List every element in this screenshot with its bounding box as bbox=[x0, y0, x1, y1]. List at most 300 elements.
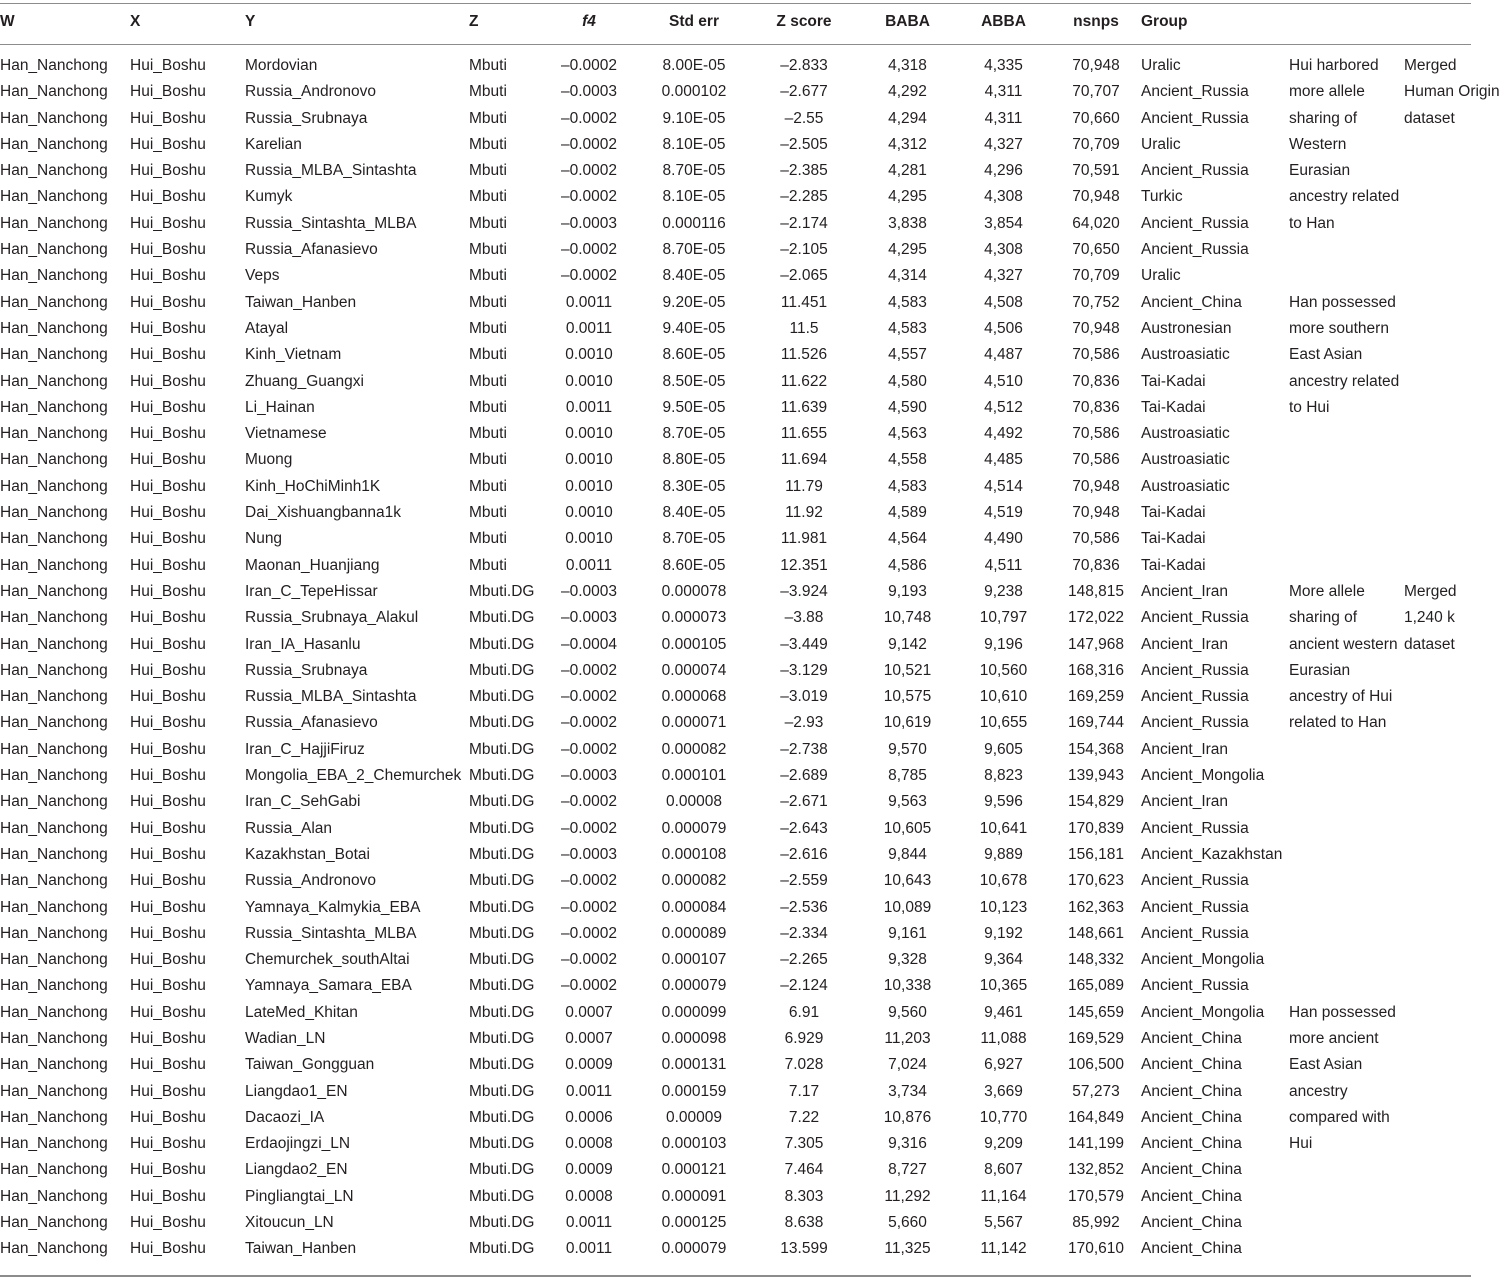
cell-y: Kinh_Vietnam bbox=[245, 346, 342, 364]
cell-note bbox=[1289, 237, 1404, 263]
cell-note: more ancient bbox=[1289, 1029, 1379, 1047]
cell-std-err: 8.30E-05 bbox=[662, 477, 726, 495]
cell-y: Li_Hainan bbox=[245, 398, 315, 416]
cell-nsnps: 156,181 bbox=[1067, 845, 1125, 863]
cell-std-err: 8.00E-05 bbox=[662, 57, 726, 74]
cell-z-score: –3.019 bbox=[780, 688, 828, 706]
cell-baba: 4,583 bbox=[888, 319, 927, 337]
cell-baba: 4,314 bbox=[888, 267, 927, 285]
cell-w: Han_Nanchong bbox=[0, 951, 108, 969]
cell-abba: 4,327 bbox=[984, 135, 1023, 153]
cell-w: Han_Nanchong bbox=[0, 83, 108, 101]
cell-x: Hui_Boshu bbox=[130, 582, 206, 600]
cell-abba: 4,492 bbox=[984, 425, 1023, 443]
cell-dataset bbox=[1404, 1105, 1471, 1131]
cell-x: Hui_Boshu bbox=[130, 767, 206, 785]
cell-w: Han_Nanchong bbox=[0, 1108, 108, 1126]
cell-group: Austroasiatic bbox=[1141, 451, 1230, 469]
cell-nsnps: 64,020 bbox=[1072, 214, 1120, 232]
cell-z-score: –2.065 bbox=[780, 267, 828, 285]
cell-x: Hui_Boshu bbox=[130, 241, 206, 259]
cell-dataset bbox=[1404, 395, 1471, 421]
cell-f4: 0.0011 bbox=[565, 398, 613, 416]
cell-f4: –0.0003 bbox=[560, 214, 618, 232]
cell-f4: –0.0002 bbox=[560, 57, 618, 74]
cell-y: Veps bbox=[245, 267, 280, 285]
cell-baba: 9,560 bbox=[888, 1003, 927, 1021]
cell-z: Mbuti.DG bbox=[469, 1108, 535, 1126]
cell-baba: 9,844 bbox=[888, 845, 927, 863]
cell-dataset bbox=[1404, 421, 1471, 447]
cell-abba: 9,461 bbox=[984, 1003, 1023, 1021]
cell-z: Mbuti bbox=[469, 241, 507, 259]
cell-note: related to Han bbox=[1289, 714, 1387, 732]
cell-y: Nung bbox=[245, 530, 283, 548]
cell-abba: 6,927 bbox=[984, 1056, 1023, 1074]
cell-std-err: 8.60E-05 bbox=[662, 346, 726, 364]
cell-w: Han_Nanchong bbox=[0, 898, 108, 916]
cell-y: Erdaojingzi_LN bbox=[245, 1135, 351, 1153]
table-row bbox=[0, 789, 1471, 815]
cell-z-score: 12.351 bbox=[780, 556, 828, 574]
cell-f4: –0.0002 bbox=[560, 267, 618, 285]
cell-f4: –0.0002 bbox=[560, 819, 618, 837]
cell-group: Ancient_Mongolia bbox=[1141, 1003, 1265, 1021]
cell-z: Mbuti.DG bbox=[469, 1187, 535, 1205]
cell-group: Tai-Kadai bbox=[1141, 504, 1206, 522]
cell-w: Han_Nanchong bbox=[0, 1029, 108, 1047]
cell-y: Russia_Sintashta_MLBA bbox=[245, 214, 417, 232]
cell-f4: –0.0002 bbox=[560, 951, 618, 969]
cell-f4: 0.0006 bbox=[565, 1108, 613, 1126]
cell-abba: 4,308 bbox=[984, 188, 1023, 206]
cell-y: LateMed_Khitan bbox=[245, 1003, 358, 1021]
table-row bbox=[0, 474, 1471, 500]
cell-baba: 4,586 bbox=[888, 556, 927, 574]
cell-z: Mbuti bbox=[469, 398, 507, 416]
cell-y: Russia_Andronovo bbox=[245, 872, 376, 890]
cell-note bbox=[1289, 1210, 1404, 1236]
cell-y: Russia_Srubnaya_Alakul bbox=[245, 609, 419, 627]
cell-dataset bbox=[1404, 184, 1471, 210]
cell-dataset bbox=[1404, 789, 1471, 815]
cell-baba: 10,876 bbox=[883, 1108, 932, 1126]
cell-group: Ancient_China bbox=[1141, 1214, 1242, 1232]
cell-note: East Asian bbox=[1289, 346, 1363, 364]
cell-z: Mbuti bbox=[469, 319, 507, 337]
cell-nsnps: 70,707 bbox=[1072, 83, 1120, 101]
cell-abba: 9,209 bbox=[984, 1135, 1023, 1153]
cell-group: Uralic bbox=[1141, 135, 1181, 153]
cell-y: Dai_Xishuangbanna1k bbox=[245, 504, 401, 522]
cell-f4: 0.0010 bbox=[565, 346, 613, 364]
cell-std-err: 8.40E-05 bbox=[662, 267, 726, 285]
cell-z-score: 6.929 bbox=[784, 1029, 824, 1047]
cell-f4: –0.0003 bbox=[560, 582, 618, 600]
cell-std-err: 0.000098 bbox=[661, 1029, 727, 1047]
header-std-err: Std err bbox=[669, 13, 719, 30]
cell-dataset bbox=[1404, 526, 1471, 552]
table-body bbox=[0, 53, 1500, 1263]
cell-w: Han_Nanchong bbox=[0, 267, 108, 285]
cell-baba: 4,292 bbox=[888, 83, 927, 101]
cell-abba: 4,485 bbox=[984, 451, 1023, 469]
cell-z-score: –2.833 bbox=[780, 57, 828, 74]
cell-w: Han_Nanchong bbox=[0, 1187, 108, 1205]
cell-z: Mbuti bbox=[469, 477, 507, 495]
cell-std-err: 0.000116 bbox=[662, 214, 726, 232]
cell-dataset: Human Origin bbox=[1404, 83, 1500, 101]
cell-std-err: 9.10E-05 bbox=[662, 109, 726, 127]
cell-z-score: 11.79 bbox=[785, 477, 823, 495]
cell-x: Hui_Boshu bbox=[130, 977, 206, 995]
cell-group: Tai-Kadai bbox=[1141, 530, 1206, 548]
cell-std-err: 0.000078 bbox=[661, 582, 727, 600]
cell-z: Mbuti bbox=[469, 372, 507, 390]
cell-note bbox=[1289, 895, 1404, 921]
cell-std-err: 8.50E-05 bbox=[662, 372, 726, 390]
cell-f4: –0.0002 bbox=[560, 793, 618, 811]
cell-f4: –0.0003 bbox=[560, 83, 618, 101]
table-row bbox=[0, 290, 1471, 316]
cell-baba: 9,328 bbox=[888, 951, 927, 969]
cell-x: Hui_Boshu bbox=[130, 1240, 206, 1258]
cell-abba: 9,605 bbox=[984, 740, 1023, 758]
cell-baba: 9,316 bbox=[888, 1135, 927, 1153]
cell-nsnps: 70,948 bbox=[1072, 188, 1120, 206]
cell-w: Han_Nanchong bbox=[0, 504, 108, 522]
cell-std-err: 9.40E-05 bbox=[662, 319, 726, 337]
cell-baba: 4,590 bbox=[888, 398, 927, 416]
table-row bbox=[0, 342, 1471, 368]
cell-note bbox=[1289, 447, 1404, 473]
cell-std-err: 0.000091 bbox=[661, 1187, 727, 1205]
cell-f4: –0.0002 bbox=[560, 188, 618, 206]
cell-nsnps: 70,586 bbox=[1072, 530, 1120, 548]
cell-z: Mbuti bbox=[469, 57, 507, 74]
cell-y: Dacaozi_IA bbox=[245, 1108, 325, 1126]
cell-group: Ancient_Russia bbox=[1141, 819, 1249, 837]
cell-note: ancestry of Hui bbox=[1289, 688, 1393, 706]
cell-z-score: –2.93 bbox=[784, 714, 824, 732]
cell-y: Muong bbox=[245, 451, 293, 469]
header-baba: BABA bbox=[885, 13, 930, 30]
cell-dataset bbox=[1404, 369, 1471, 395]
cell-x: Hui_Boshu bbox=[130, 951, 206, 969]
table-row bbox=[0, 1157, 1471, 1183]
cell-dataset: 1,240 k bbox=[1404, 609, 1455, 627]
cell-group: Turkic bbox=[1141, 188, 1183, 206]
cell-baba: 9,161 bbox=[888, 924, 927, 942]
cell-group: Ancient_China bbox=[1141, 293, 1242, 311]
cell-abba: 3,854 bbox=[984, 214, 1023, 232]
cell-nsnps: 148,815 bbox=[1067, 582, 1125, 600]
header-nsnps: nsnps bbox=[1073, 13, 1119, 30]
cell-f4: –0.0003 bbox=[560, 609, 618, 627]
cell-std-err: 0.000071 bbox=[661, 714, 727, 732]
cell-x: Hui_Boshu bbox=[130, 872, 206, 890]
cell-f4: 0.0010 bbox=[565, 530, 613, 548]
cell-z: Mbuti.DG bbox=[469, 872, 535, 890]
cell-z-score: 6.91 bbox=[788, 1003, 820, 1021]
cell-group: Ancient_Iran bbox=[1141, 793, 1229, 811]
cell-z-score: –2.671 bbox=[780, 793, 828, 811]
cell-baba: 4,281 bbox=[888, 162, 927, 180]
cell-std-err: 0.000074 bbox=[661, 661, 727, 679]
cell-group: Uralic bbox=[1141, 267, 1181, 285]
cell-z: Mbuti bbox=[469, 504, 507, 522]
table-row bbox=[0, 763, 1471, 789]
cell-f4: 0.0010 bbox=[565, 425, 613, 443]
table-row bbox=[0, 816, 1471, 842]
cell-x: Hui_Boshu bbox=[130, 688, 206, 706]
table-row bbox=[0, 1184, 1471, 1210]
cell-w: Han_Nanchong bbox=[0, 635, 108, 653]
cell-z-score: 11.451 bbox=[780, 293, 828, 311]
cell-x: Hui_Boshu bbox=[130, 188, 206, 206]
table-row bbox=[0, 842, 1471, 868]
cell-z-score: 7.22 bbox=[788, 1108, 820, 1126]
cell-f4: 0.0011 bbox=[565, 319, 613, 337]
cell-group: Ancient_Iran bbox=[1141, 582, 1229, 600]
cell-dataset bbox=[1404, 947, 1471, 973]
cell-y: Vietnamese bbox=[245, 425, 327, 443]
cell-x: Hui_Boshu bbox=[130, 425, 206, 443]
cell-z: Mbuti bbox=[469, 267, 507, 285]
cell-z-score: –3.88 bbox=[784, 609, 824, 627]
cell-z-score: 11.92 bbox=[785, 504, 823, 522]
cell-std-err: 0.000089 bbox=[661, 924, 727, 942]
cell-f4: 0.0010 bbox=[565, 451, 613, 469]
cell-group: Ancient_Russia bbox=[1141, 241, 1249, 259]
table-row bbox=[0, 369, 1471, 395]
cell-abba: 10,610 bbox=[979, 688, 1028, 706]
cell-std-err: 0.000082 bbox=[661, 872, 727, 890]
cell-w: Han_Nanchong bbox=[0, 1082, 108, 1100]
cell-note: Western bbox=[1289, 135, 1347, 153]
cell-x: Hui_Boshu bbox=[130, 1187, 206, 1205]
cell-std-err: 9.50E-05 bbox=[662, 398, 726, 416]
cell-dataset: Merged bbox=[1404, 582, 1457, 600]
cell-note: more southern bbox=[1289, 319, 1389, 337]
cell-note bbox=[1289, 553, 1404, 579]
cell-dataset bbox=[1404, 684, 1471, 710]
cell-z-score: 11.526 bbox=[780, 346, 828, 364]
cell-x: Hui_Boshu bbox=[130, 819, 206, 837]
cell-nsnps: 170,839 bbox=[1067, 819, 1125, 837]
cell-group: Ancient_China bbox=[1141, 1029, 1242, 1047]
cell-z: Mbuti.DG bbox=[469, 977, 535, 995]
cell-nsnps: 141,199 bbox=[1067, 1135, 1125, 1153]
cell-baba: 4,564 bbox=[888, 530, 927, 548]
cell-nsnps: 164,849 bbox=[1067, 1108, 1125, 1126]
cell-f4: –0.0002 bbox=[560, 135, 618, 153]
cell-f4: –0.0004 bbox=[560, 635, 618, 653]
cell-w: Han_Nanchong bbox=[0, 398, 108, 416]
cell-f4: –0.0002 bbox=[560, 714, 618, 732]
cell-note bbox=[1289, 868, 1404, 894]
cell-w: Han_Nanchong bbox=[0, 740, 108, 758]
cell-x: Hui_Boshu bbox=[130, 83, 206, 101]
cell-y: Kumyk bbox=[245, 188, 293, 206]
cell-z: Mbuti bbox=[469, 214, 507, 232]
header-x: X bbox=[130, 13, 141, 30]
table-row bbox=[0, 658, 1471, 684]
cell-f4: 0.0011 bbox=[565, 1214, 613, 1232]
cell-baba: 10,089 bbox=[883, 898, 932, 916]
cell-dataset bbox=[1404, 842, 1471, 868]
cell-z-score: 11.655 bbox=[780, 425, 828, 443]
cell-std-err: 8.70E-05 bbox=[662, 425, 726, 443]
cell-baba: 10,521 bbox=[883, 661, 932, 679]
cell-y: Russia_Alan bbox=[245, 819, 333, 837]
cell-std-err: 0.000082 bbox=[661, 740, 727, 758]
cell-baba: 9,570 bbox=[888, 740, 927, 758]
cell-y: Mongolia_EBA_2_Chemurchek bbox=[245, 767, 462, 785]
cell-std-err: 8.40E-05 bbox=[662, 504, 726, 522]
cell-nsnps: 70,836 bbox=[1072, 372, 1120, 390]
cell-nsnps: 70,948 bbox=[1072, 504, 1120, 522]
cell-note bbox=[1289, 737, 1404, 763]
cell-abba: 9,596 bbox=[984, 793, 1023, 811]
cell-note bbox=[1289, 842, 1404, 868]
cell-z: Mbuti.DG bbox=[469, 661, 535, 679]
cell-dataset: dataset bbox=[1404, 635, 1455, 653]
cell-z-score: 8.638 bbox=[784, 1214, 824, 1232]
cell-z: Mbuti.DG bbox=[469, 1135, 535, 1153]
cell-std-err: 0.000068 bbox=[661, 688, 727, 706]
header-w: W bbox=[0, 13, 15, 30]
cell-nsnps: 70,660 bbox=[1072, 109, 1120, 127]
cell-baba: 4,583 bbox=[888, 477, 927, 495]
cell-z-score: 7.305 bbox=[784, 1135, 824, 1153]
cell-z: Mbuti.DG bbox=[469, 714, 535, 732]
cell-nsnps: 165,089 bbox=[1067, 977, 1125, 995]
cell-z: Mbuti.DG bbox=[469, 951, 535, 969]
cell-abba: 8,823 bbox=[984, 767, 1023, 785]
cell-z: Mbuti.DG bbox=[469, 1082, 535, 1100]
cell-nsnps: 70,709 bbox=[1072, 267, 1120, 285]
cell-x: Hui_Boshu bbox=[130, 898, 206, 916]
cell-std-err: 0.000084 bbox=[661, 898, 727, 916]
cell-group: Uralic bbox=[1141, 57, 1181, 74]
cell-baba: 4,318 bbox=[888, 57, 927, 74]
cell-nsnps: 70,836 bbox=[1072, 398, 1120, 416]
cell-group: Tai-Kadai bbox=[1141, 398, 1206, 416]
cell-z-score: –2.265 bbox=[780, 951, 828, 969]
cell-z-score: 11.981 bbox=[780, 530, 828, 548]
cell-baba: 5,660 bbox=[888, 1214, 927, 1232]
cell-y: Wadian_LN bbox=[245, 1029, 326, 1047]
cell-group: Ancient_Iran bbox=[1141, 635, 1229, 653]
cell-z: Mbuti.DG bbox=[469, 1029, 535, 1047]
cell-w: Han_Nanchong bbox=[0, 1003, 108, 1021]
cell-dataset bbox=[1404, 973, 1471, 999]
cell-z: Mbuti.DG bbox=[469, 924, 535, 942]
cell-x: Hui_Boshu bbox=[130, 372, 206, 390]
cell-abba: 9,364 bbox=[984, 951, 1023, 969]
cell-dataset bbox=[1404, 1184, 1471, 1210]
cell-note: ancient western bbox=[1289, 635, 1398, 653]
cell-std-err: 0.000107 bbox=[661, 951, 727, 969]
cell-f4: 0.0010 bbox=[565, 504, 613, 522]
cell-std-err: 0.000079 bbox=[661, 1240, 727, 1258]
cell-group: Tai-Kadai bbox=[1141, 556, 1206, 574]
cell-w: Han_Nanchong bbox=[0, 819, 108, 837]
cell-x: Hui_Boshu bbox=[130, 477, 206, 495]
cell-f4: 0.0010 bbox=[565, 477, 613, 495]
cell-abba: 4,508 bbox=[984, 293, 1023, 311]
cell-f4: 0.0011 bbox=[565, 1082, 613, 1100]
cell-z: Mbuti.DG bbox=[469, 845, 535, 863]
cell-x: Hui_Boshu bbox=[130, 1161, 206, 1179]
table-row bbox=[0, 500, 1471, 526]
cell-note: East Asian bbox=[1289, 1056, 1363, 1074]
table-row bbox=[0, 211, 1471, 237]
cell-baba: 4,557 bbox=[888, 346, 927, 364]
cell-dataset bbox=[1404, 763, 1471, 789]
cell-z-score: –2.643 bbox=[780, 819, 828, 837]
cell-std-err: 8.70E-05 bbox=[662, 530, 726, 548]
cell-note bbox=[1289, 947, 1404, 973]
cell-w: Han_Nanchong bbox=[0, 714, 108, 732]
cell-group: Ancient_China bbox=[1141, 1135, 1242, 1153]
cell-f4: –0.0002 bbox=[560, 688, 618, 706]
cell-y: Iran_C_HajjiFiruz bbox=[245, 740, 365, 758]
table-row bbox=[0, 132, 1471, 158]
cell-y: Russia_Andronovo bbox=[245, 83, 376, 101]
cell-group: Ancient_China bbox=[1141, 1161, 1242, 1179]
cell-group: Austroasiatic bbox=[1141, 477, 1230, 495]
cell-baba: 8,785 bbox=[888, 767, 927, 785]
cell-baba: 10,643 bbox=[883, 872, 932, 890]
cell-y: Pingliangtai_LN bbox=[245, 1187, 354, 1205]
cell-f4: 0.0007 bbox=[565, 1029, 613, 1047]
cell-y: Atayal bbox=[245, 319, 289, 337]
cell-w: Han_Nanchong bbox=[0, 661, 108, 679]
cell-abba: 10,641 bbox=[979, 819, 1028, 837]
cell-x: Hui_Boshu bbox=[130, 530, 206, 548]
cell-std-err: 8.10E-05 bbox=[662, 188, 726, 206]
cell-abba: 10,797 bbox=[979, 609, 1028, 627]
cell-x: Hui_Boshu bbox=[130, 398, 206, 416]
cell-w: Han_Nanchong bbox=[0, 293, 108, 311]
cell-x: Hui_Boshu bbox=[130, 609, 206, 627]
cell-dataset bbox=[1404, 1131, 1471, 1157]
cell-std-err: 0.000079 bbox=[661, 819, 727, 837]
cell-baba: 10,338 bbox=[883, 977, 932, 995]
cell-x: Hui_Boshu bbox=[130, 346, 206, 364]
cell-x: Hui_Boshu bbox=[130, 1029, 206, 1047]
cell-x: Hui_Boshu bbox=[130, 740, 206, 758]
cell-dataset: dataset bbox=[1404, 109, 1455, 127]
cell-w: Han_Nanchong bbox=[0, 346, 108, 364]
cell-dataset bbox=[1404, 500, 1471, 526]
cell-baba: 10,619 bbox=[883, 714, 932, 732]
cell-baba: 10,575 bbox=[883, 688, 932, 706]
table-row bbox=[0, 79, 1471, 105]
cell-y: Xitoucun_LN bbox=[245, 1214, 334, 1232]
cell-nsnps: 132,852 bbox=[1067, 1161, 1125, 1179]
cell-z-score: 8.303 bbox=[784, 1187, 824, 1205]
cell-nsnps: 70,836 bbox=[1072, 556, 1120, 574]
cell-group: Ancient_Russia bbox=[1141, 214, 1249, 232]
cell-dataset bbox=[1404, 1026, 1471, 1052]
cell-dataset bbox=[1404, 921, 1471, 947]
cell-abba: 4,311 bbox=[984, 83, 1023, 101]
cell-abba: 11,088 bbox=[980, 1029, 1027, 1047]
cell-dataset bbox=[1404, 158, 1471, 184]
